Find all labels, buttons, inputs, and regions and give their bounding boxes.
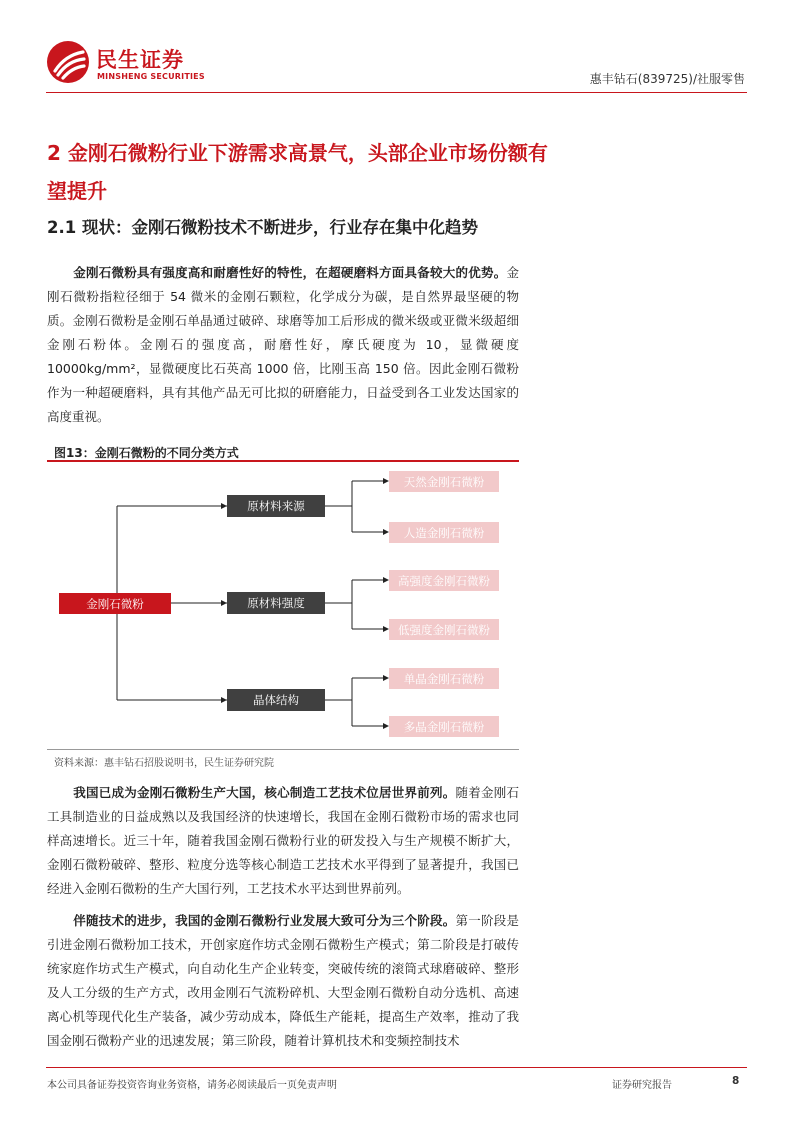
paragraph-1-lead: 金刚石微粉具有强度高和耐磨性好的特性，在超硬磨料方面具备较大的优势。 bbox=[73, 265, 507, 280]
figure-bottom-rule bbox=[47, 749, 519, 750]
paragraph-2-lead: 我国已成为金刚石微粉生产大国，核心制造工艺技术位居世界前列。 bbox=[73, 785, 456, 800]
figure-title: 图13：金刚石微粉的不同分类方式 bbox=[54, 446, 239, 460]
node-leaf-natural: 天然金刚石微粉 bbox=[389, 471, 499, 492]
paragraph-3 bbox=[47, 909, 519, 1053]
node-root: 金刚石微粉 bbox=[59, 593, 171, 614]
node-group-source: 原材料来源 bbox=[227, 495, 325, 517]
logo-text-en: MINSHENG SECURITIES bbox=[97, 72, 205, 81]
footer-disclaimer: 本公司具备证券投资咨询业务资格，请务必阅读最后一页免责声明 bbox=[47, 1080, 337, 1091]
node-group-strength: 原材料强度 bbox=[227, 592, 325, 614]
paragraph-2 bbox=[47, 781, 519, 901]
node-leaf-low-strength: 低强度金刚石微粉 bbox=[389, 619, 499, 640]
paragraph-1-body: 金刚石微粉指粒径细于 54 微米的金刚石颗粒，化学成分为碳，是自然界最坚硬的物质。金刚石微粉是金刚石单晶通过破碎、球磨等加工后形成的微米级或亚微米级超细金刚石粉体。金刚石的强度高，耐磨性好，摩氏硬度为 10，显微硬度 10000kg/mm²，显微硬度比石英高 1000 倍，比刚玉高 150 倍。因此金刚石微粉作为一种超硬磨料，具有其他产品无可比拟的研磨能力，日益受到各工业发达国家的高度重视。 bbox=[47, 265, 519, 424]
paragraph-2-body: 随着金刚石工具制造业的日益成熟以及我国经济的快速增长，我国在金刚石微粉市场的需求也同样高速增长。近三十年，随着我国金刚石微粉行业的研发投入与生产规模不断扩大，金刚石微粉破碎、整形、粒度分选等核心制造工艺技术水平得到了显著提升，我国已经进入金刚石微粉的生产大国行列，工艺技术水平达到世界前列。 bbox=[47, 785, 519, 896]
footer-report-type: 证券研究报告 bbox=[612, 1080, 672, 1091]
page-number: 8 bbox=[732, 1075, 740, 1087]
section-title: 2 金刚石微粉行业下游需求高景气，头部企业市场份额有望提升 bbox=[47, 141, 548, 203]
paragraph-3-body: 第一阶段是引进金刚石微粉加工技术，开创家庭作坊式金刚石微粉生产模式；第二阶段是打破传统家庭作坊式生产模式，向自动化生产企业转变，突破传统的滚筒式球磨破碎、整形及人工分级的生产方式，改用金刚石气流粉碎机、大型金刚石微粉自动分选机、高速离心机等现代化生产装备，减少劳动成本，降低生产能耗，提高生产效率，推动了我国金刚石微粉产业的迅速发展；第三阶段，随着计算机技术和变频控制技术 bbox=[47, 913, 519, 1048]
footer-divider bbox=[46, 1067, 747, 1068]
node-leaf-single-crystal: 单晶金刚石微粉 bbox=[389, 668, 499, 689]
node-leaf-poly-crystal: 多晶金刚石微粉 bbox=[389, 716, 499, 737]
node-leaf-synthetic: 人造金刚石微粉 bbox=[389, 522, 499, 543]
node-group-crystal: 晶体结构 bbox=[227, 689, 325, 711]
logo-text-cn: 民生证券 bbox=[96, 48, 184, 72]
company-ticker: 惠丰钻石(839725)/社服零售 bbox=[589, 72, 745, 86]
section-subtitle: 2.1 现状：金刚石微粉技术不断进步，行业存在集中化趋势 bbox=[47, 218, 478, 237]
paragraph-3-lead: 伴随技术的进步，我国的金刚石微粉行业发展大致可分为三个阶段。 bbox=[73, 913, 456, 928]
node-leaf-high-strength: 高强度金刚石微粉 bbox=[389, 570, 499, 591]
figure-source: 资料来源：惠丰钻石招股说明书，民生证券研究院 bbox=[54, 758, 274, 769]
